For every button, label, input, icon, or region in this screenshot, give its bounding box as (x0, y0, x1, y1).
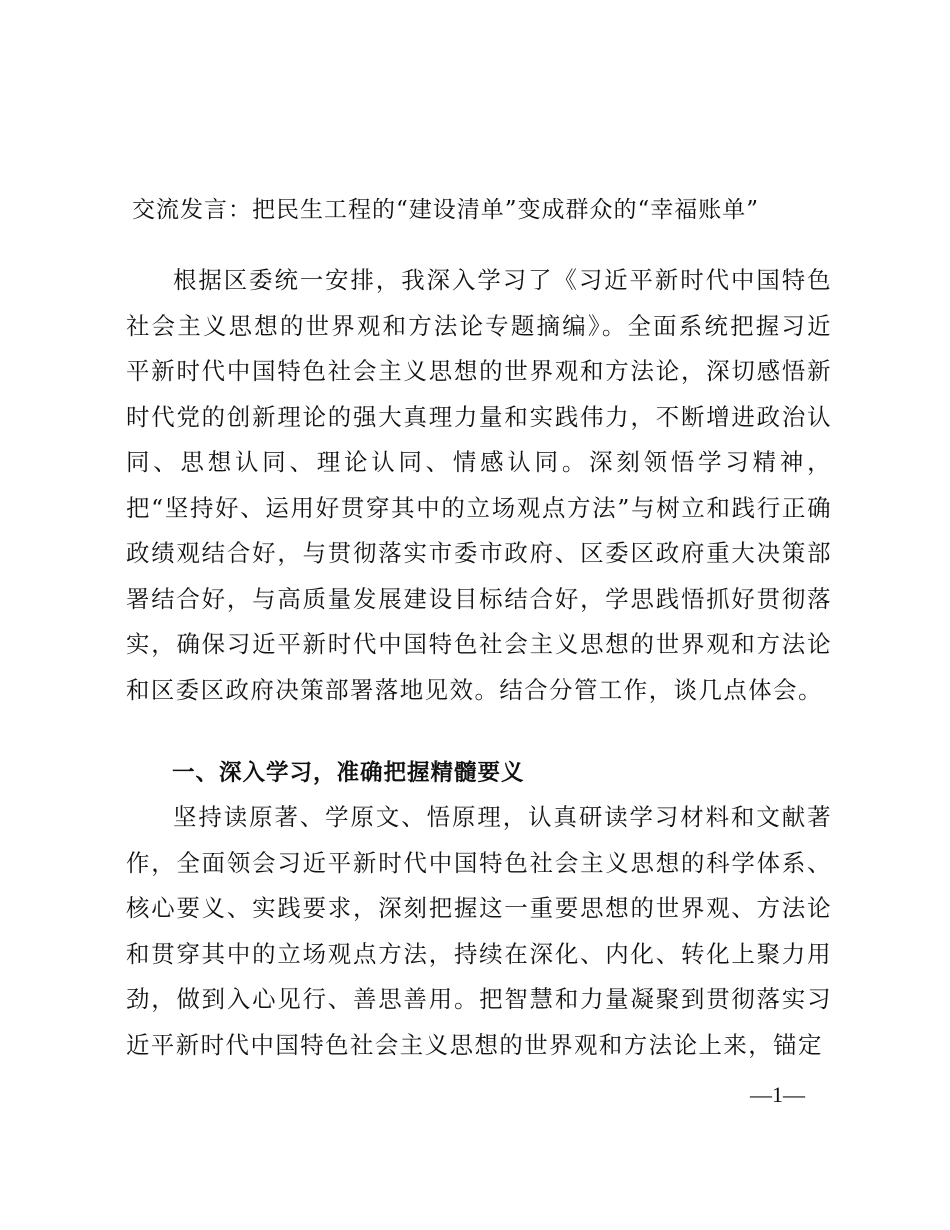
paragraph-intro: 根据区委统一安排，我深入学习了《习近平新时代中国特色社会主义思想的世界观和方法论专题摘编》。全面系统把握习近平新时代中国特色社会主义思想的世界观和方法论，深切感悟新时代党的创新理论的强大真理力量和实践伟力，不断增进政治认同、思想认同、理论认同、情感认同。深刻领悟学习精神，把“坚持好、运用好贯穿其中的立场观点方法”与树立和践行正确政绩观结合好，与贯彻落实市委市政府、区委区政府重大决策部署结合好，与高质量发展建设目标结合好，学思践悟抓好贯彻落实，确保习近平新时代中国特色社会主义思想的世界观和方法论和区委区政府决策部署落地见效。结合分管工作，谈几点体会。 (126, 266, 832, 704)
document-title: 交流发言：把民生工程的“建设清单”变成群众的“幸福账单” (132, 197, 760, 223)
section-heading-1: 一、深入学习，准确把握精髓要义 (172, 760, 525, 786)
page-number: —1— (750, 1082, 805, 1107)
paragraph-section-1: 坚持读原著、学原文、悟原理，认真研读学习材料和文献著作，全面领会习近平新时代中国特色社会主义思想的科学体系、核心要义、实践要求，深刻把握这一重要思想的世界观、方法论和贯穿其中的立场观点方法，持续在深化、内化、转化上聚力用劲，做到入心见行、善思善用。把智慧和力量凝聚到贯彻落实习近平新时代中国特色社会主义思想的世界观和方法论上来，锚定 (126, 803, 832, 1059)
